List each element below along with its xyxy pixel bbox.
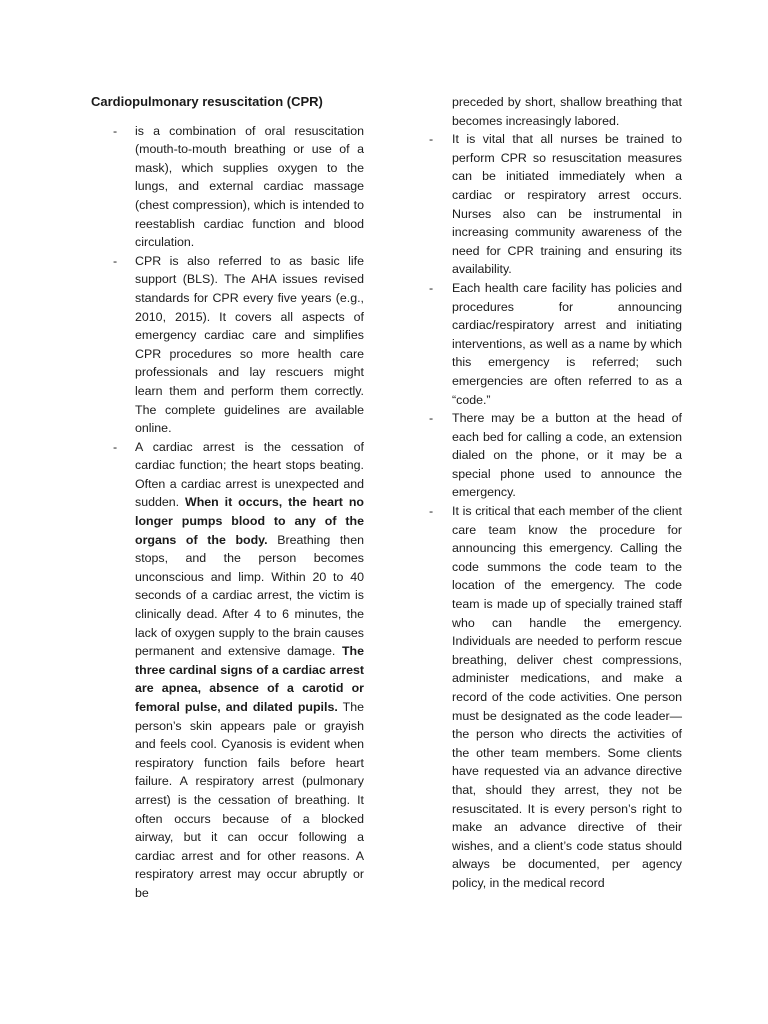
bullet-dash: - (429, 280, 434, 295)
bullet-text: Breathing then stops, and the person becomes unconscious and limp. Within 20 to 40 seconds of a cardiac arrest, the victim is clinically dead. After 4 to 6 minutes, the lack of oxygen supply to the brain causes permanent and extensive damage. (135, 532, 364, 659)
bullet-dash: - (113, 123, 118, 138)
bullet-dash: - (113, 439, 118, 454)
bold-text: When it occurs, the heart no longer pumps blood to any of the organs of the body. (135, 495, 364, 547)
bold-text: The three cardinal signs of a cardiac arrest are apnea, absence of a carotid or femoral pulse, and dilated pupils. (135, 644, 364, 714)
continued-text: preceded by short, shallow breathing that becomes increasingly labored. (452, 95, 682, 128)
bullet-text: A cardiac arrest is the cessation of cardiac function; the heart stops beating. Often a cardiac arrest is unexpected and sudden. (135, 439, 364, 510)
left-bullet-list (91, 122, 364, 903)
bullet-text: Each health care facility has policies and procedures for announcing cardiac/respiratory arrest and initiating interventions, as well as a name by which this emergency is referred; such emergencies are often referred to as a “code.” (452, 280, 682, 407)
list-item (424, 130, 682, 279)
bullet-text: is a combination of oral resuscitation (mouth-to-mouth breathing or use of a mask), which supplies oxygen to the lungs, and external cardiac massage (chest compression), which is intended to reestablish cardiac function and blood circulation. (135, 123, 364, 250)
section-title: Cardiopulmonary resuscitation (CPR) (91, 94, 323, 109)
right-bullet-list (424, 130, 682, 892)
bullet-dash: - (429, 132, 434, 147)
bullet-text: There may be a button at the head of each bed for calling a code, an extension dialed on the phone, or it may be a special phone used to announce the emergency. (452, 411, 682, 500)
bullet-text: CPR is also referred to as basic life support (BLS). The AHA issues revised standards for CPR every five years (e.g., 2010, 2015). It covers all aspects of emergency cardiac care and simplifies CPR procedures so more health care professionals and lay rescuers might learn them and perform them correctly. The complete guidelines are available online. (135, 253, 364, 436)
bullet-dash: - (113, 253, 118, 268)
bullet-text: It is critical that each member of the client care team know the procedure for announcing this emergency. Calling the code summons the code team to the location of the emergency. The code team is made up of specially trained staff who can handle the emergency. Individuals are needed to perform rescue breathing, deliver chest compressions, administer medications, and make a record of the code activities. One person must be designated as the code leader—the person who directs the activities of the other team members. Some clients have requested via an advance directive that, should they arrest, they not be resuscitated. It is every person’s right to make an advance directive of their wishes, and a client’s code status should always be documented, per agency policy, in the medical record (452, 504, 682, 890)
bullet-dash: - (429, 411, 434, 426)
bullet-text: It is vital that all nurses be trained to perform CPR so resuscitation measures can be initiated immediately when a cardiac or respiratory arrest occurs. Nurses also can be instrumental in increasing community awareness of the need for CPR training and ensuring its availability. (452, 132, 682, 277)
left-column (91, 93, 364, 903)
list-item-cardiac-arrest (91, 438, 364, 903)
list-item (424, 502, 682, 892)
list-item (91, 122, 364, 252)
bullet-text: The person’s skin appears pale or grayish and feels cool. Cyanosis is evident when respiratory function fails before heart failure. A respiratory arrest (pulmonary arrest) is the cessation of breathing. It often occurs because of a blocked airway, but it can occur following a cardiac arrest and for other reasons. A respiratory arrest may occur abruptly or be (135, 700, 364, 900)
list-item (424, 279, 682, 409)
right-column (424, 93, 682, 893)
bullet-dash: - (429, 504, 434, 519)
list-item (91, 252, 364, 438)
list-item (424, 409, 682, 502)
